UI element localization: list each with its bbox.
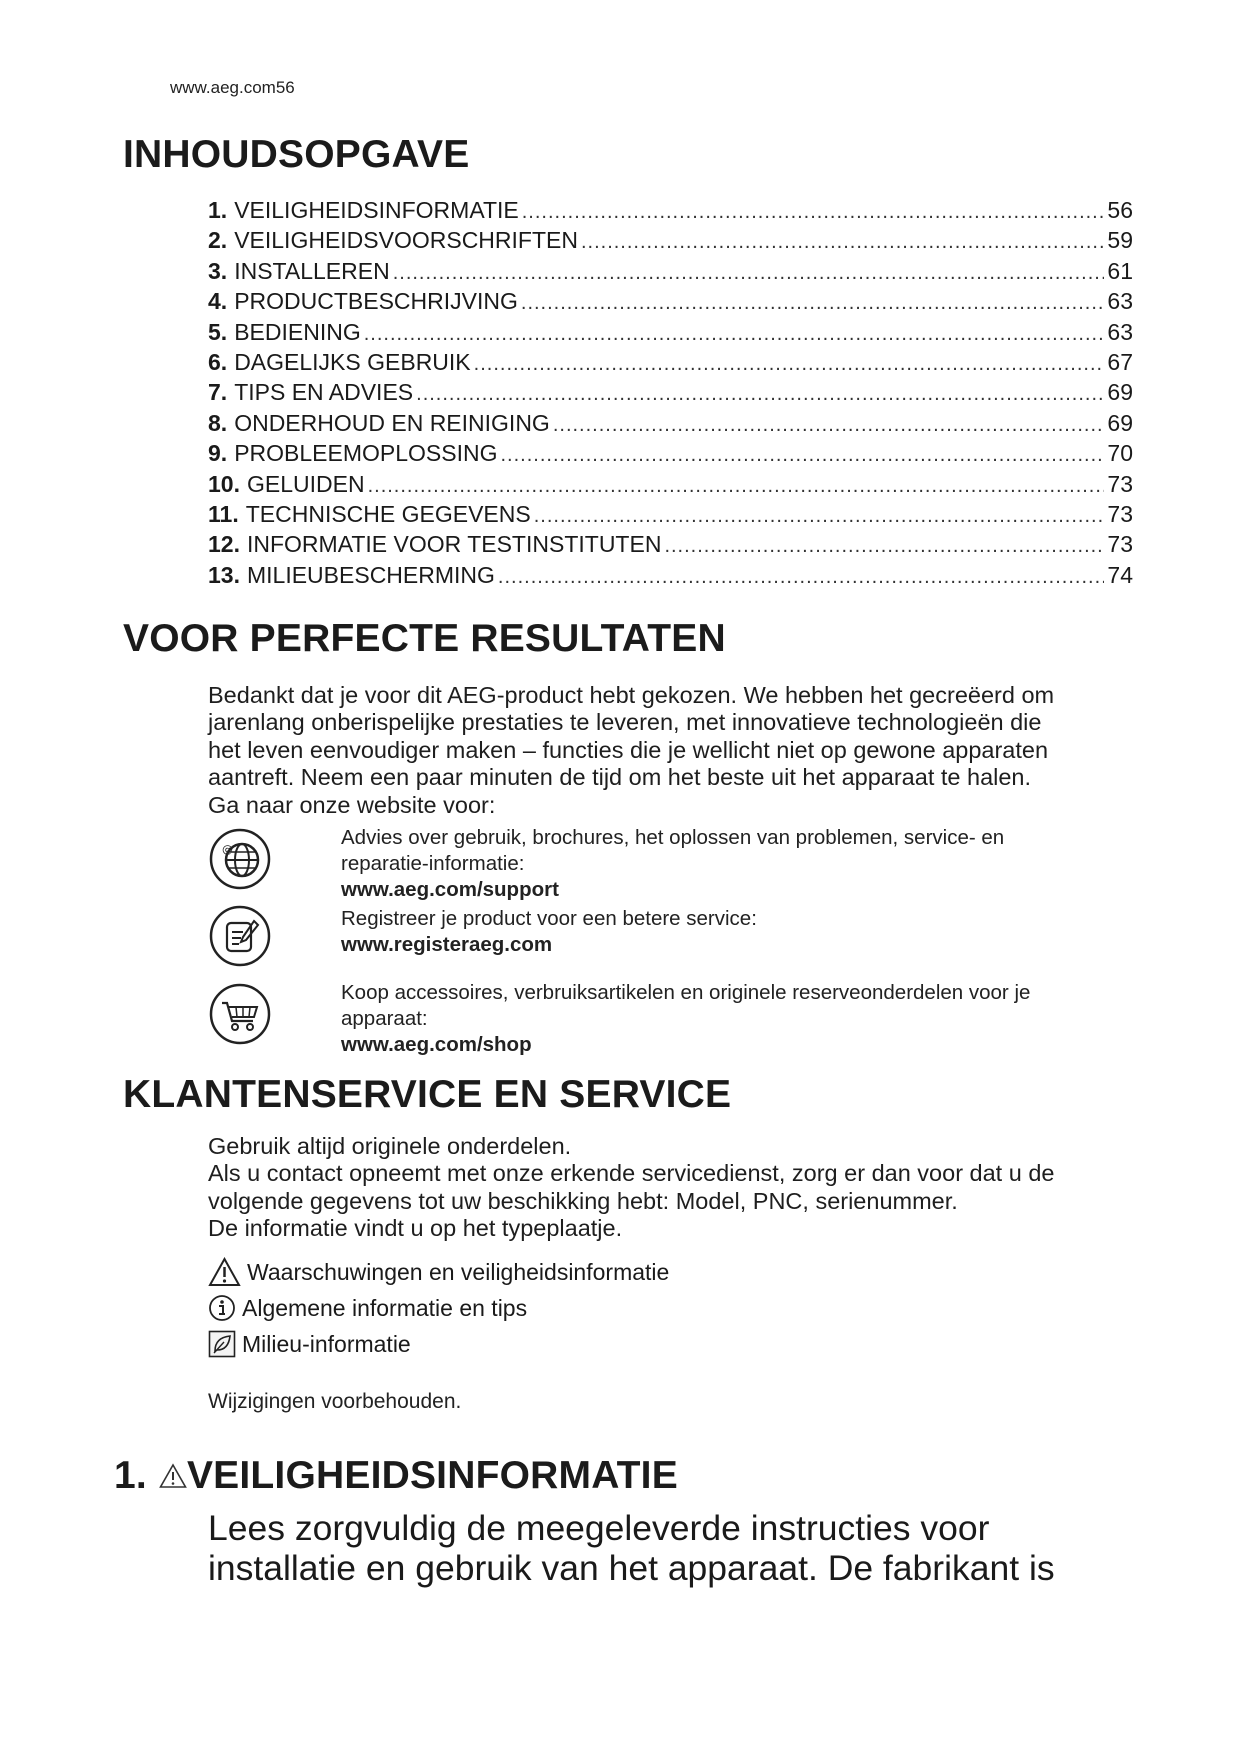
- toc-entry-page: 73: [1107, 470, 1133, 497]
- section-title-text: VEILIGHEIDSINFORMATIE: [186, 1454, 678, 1497]
- toc-entry[interactable]: [208, 379, 1133, 409]
- legend-item-info: [208, 1290, 669, 1326]
- section-1-line: Lees zorgvuldig de meegeleverde instructies voor: [208, 1508, 990, 1548]
- toc-entry-page: 61: [1107, 257, 1133, 284]
- toc-entry-label: MILIEUBESCHERMING: [246, 561, 495, 588]
- svg-text:@: @: [222, 843, 233, 856]
- toc-entry[interactable]: [208, 197, 1133, 227]
- toc-entry-number: 12.: [208, 531, 240, 558]
- register-block: [341, 906, 1141, 958]
- toc-entry-number: 1.: [208, 197, 228, 223]
- toc-leader-dots: [416, 383, 1104, 406]
- shopping-cart-icon: [209, 983, 271, 1045]
- toc-entry-page: 59: [1107, 227, 1133, 254]
- register-icon: [209, 905, 271, 967]
- toc-entry-page: 67: [1107, 348, 1133, 375]
- legend-label: Algemene informatie en tips: [242, 1294, 528, 1321]
- legend-item-warning: [208, 1254, 669, 1290]
- toc-entry-label: ONDERHOUD EN REINIGING: [234, 409, 550, 436]
- page-header: [170, 78, 295, 98]
- section-1-intro: [208, 1508, 1168, 1588]
- toc-entry[interactable]: [208, 562, 1133, 592]
- warning-icon: [159, 1463, 187, 1489]
- toc-entry-number: 9.: [208, 440, 228, 467]
- toc-leader-dots: [393, 262, 1105, 285]
- customer-service-title: KLANTENSERVICE EN SERVICE: [123, 1073, 732, 1116]
- perfect-results-intro: [208, 682, 1138, 819]
- legend-label: Waarschuwingen en veiligheidsinformatie: [247, 1258, 670, 1285]
- toc-leader-dots: [498, 566, 1104, 589]
- support-link[interactable]: www.aeg.com/support: [341, 878, 559, 901]
- toc-entry-page: 63: [1107, 318, 1133, 345]
- toc-leader-dots: [534, 505, 1105, 528]
- toc-entry[interactable]: [208, 471, 1133, 501]
- toc-leader-dots: [368, 475, 1105, 498]
- toc-entry-number: 2.: [208, 227, 228, 254]
- toc-leader-dots: [664, 535, 1104, 558]
- toc-leader-dots: [581, 231, 1104, 254]
- customer-service-line: Als u contact opneemt met onze erkende servicedienst, zorg er dan voor dat u de: [208, 1160, 1055, 1187]
- legend-label: Milieu-informatie: [242, 1330, 411, 1357]
- toc-leader-dots: [522, 201, 1105, 224]
- shop-block: [341, 980, 1141, 1058]
- table-of-contents: [208, 197, 1133, 592]
- globe-icon: [209, 828, 271, 890]
- support-block: [341, 825, 1141, 903]
- toc-entry-page: 70: [1107, 440, 1133, 467]
- toc-leader-dots: [474, 353, 1105, 376]
- intro-line: Ga naar onze website voor:: [208, 791, 496, 818]
- customer-service-line: De informatie vindt u op het typeplaatje.: [208, 1215, 623, 1242]
- toc-entry-label: BEDIENING: [234, 318, 361, 345]
- leaf-icon: [208, 1330, 236, 1358]
- toc-leader-dots: [364, 323, 1105, 346]
- intro-line: het leven eenvoudiger maken – functies die je wellicht niet op gewone apparaten: [208, 736, 1049, 763]
- toc-entry-number: 8.: [208, 409, 228, 436]
- toc-entry-label: PRODUCTBESCHRIJVING: [234, 288, 518, 315]
- toc-entry-page: 69: [1107, 379, 1133, 406]
- legend-item-environment: [208, 1326, 669, 1362]
- toc-entry[interactable]: [208, 319, 1133, 349]
- toc-entry-page: 56: [1107, 197, 1133, 223]
- intro-line: aantreft. Neem een paar minuten de tijd om het beste uit het apparaat te halen.: [208, 764, 1032, 791]
- toc-entry-label: TECHNISCHE GEGEVENS: [245, 500, 531, 527]
- intro-line: jarenlang onberispelijke prestaties te leveren, met innovatieve technologieën die: [208, 709, 1042, 736]
- header-url: www.aeg.com: [170, 78, 276, 97]
- toc-entry-number: 5.: [208, 318, 228, 345]
- toc-entry-page: 73: [1107, 500, 1133, 527]
- warning-icon: [208, 1257, 241, 1287]
- section-number: 1.: [114, 1454, 147, 1497]
- toc-entry-label: DAGELIJKS GEBRUIK: [234, 348, 471, 375]
- toc-entry-number: 4.: [208, 288, 228, 315]
- info-icon: [208, 1294, 236, 1322]
- toc-entry-page: 74: [1107, 561, 1133, 588]
- toc-entry-page: 69: [1107, 409, 1133, 436]
- toc-entry-number: 11.: [208, 500, 239, 527]
- header-page-number: 56: [275, 78, 295, 97]
- register-link[interactable]: www.registeraeg.com: [341, 933, 553, 956]
- toc-leader-dots: [553, 414, 1105, 437]
- support-text: Advies over gebruik, brochures, het oplossen van problemen, service- en: [341, 826, 1005, 849]
- customer-service-text: [208, 1133, 1138, 1243]
- customer-service-line: volgende gegevens tot uw beschikking hebt: Model, PNC, serienummer.: [208, 1187, 958, 1214]
- toc-entry-label: INFORMATIE VOOR TESTINSTITUTEN: [246, 531, 662, 558]
- perfect-results-title: VOOR PERFECTE RESULTATEN: [123, 617, 726, 660]
- shop-text: apparaat:: [341, 1007, 428, 1030]
- toc-entry[interactable]: [208, 258, 1133, 288]
- toc-entry-label: VEILIGHEIDSVOORSCHRIFTEN: [234, 227, 578, 254]
- toc-entry[interactable]: [208, 531, 1133, 561]
- toc-entry-label: PROBLEEMOPLOSSING: [234, 440, 498, 467]
- toc-entry-page: 73: [1107, 531, 1133, 558]
- toc-entry-label: TIPS EN ADVIES: [234, 379, 414, 406]
- toc-entry-number: 7.: [208, 379, 228, 406]
- toc-entry[interactable]: [208, 349, 1133, 379]
- toc-title: INHOUDSOPGAVE: [123, 133, 470, 176]
- toc-entry-number: 10.: [208, 470, 240, 497]
- support-text: reparatie-informatie:: [341, 852, 525, 875]
- changes-notice: Wijzigingen voorbehouden.: [208, 1390, 462, 1413]
- shop-text: Koop accessoires, verbruiksartikelen en originele reserveonderdelen voor je: [341, 981, 1031, 1004]
- register-text: Registreer je product voor een betere service:: [341, 907, 757, 930]
- toc-leader-dots: [501, 444, 1105, 467]
- toc-entry-page: 63: [1107, 288, 1133, 315]
- toc-entry[interactable]: [208, 227, 1133, 257]
- toc-entry-label: INSTALLEREN: [234, 257, 390, 284]
- toc-entry-label: VEILIGHEIDSINFORMATIE: [234, 197, 519, 223]
- toc-entry-number: 13.: [208, 561, 240, 588]
- toc-entry[interactable]: [208, 288, 1133, 318]
- toc-entry-number: 3.: [208, 257, 228, 284]
- toc-entry-number: 6.: [208, 348, 228, 375]
- section-1-title: [114, 1454, 678, 1498]
- toc-entry[interactable]: [208, 410, 1133, 440]
- shop-link[interactable]: www.aeg.com/shop: [341, 1033, 532, 1056]
- symbol-legend: [208, 1254, 669, 1362]
- section-1-line: installatie en gebruik van het apparaat. De fabrikant is: [208, 1548, 1055, 1588]
- intro-line: Bedankt dat je voor dit AEG-product hebt gekozen. We hebben het gecreëerd om: [208, 682, 1055, 708]
- toc-entry[interactable]: [208, 440, 1133, 470]
- toc-entry[interactable]: [208, 501, 1133, 531]
- toc-leader-dots: [521, 292, 1105, 315]
- customer-service-line: Gebruik altijd originele onderdelen.: [208, 1133, 572, 1159]
- toc-entry-label: GELUIDEN: [246, 470, 365, 497]
